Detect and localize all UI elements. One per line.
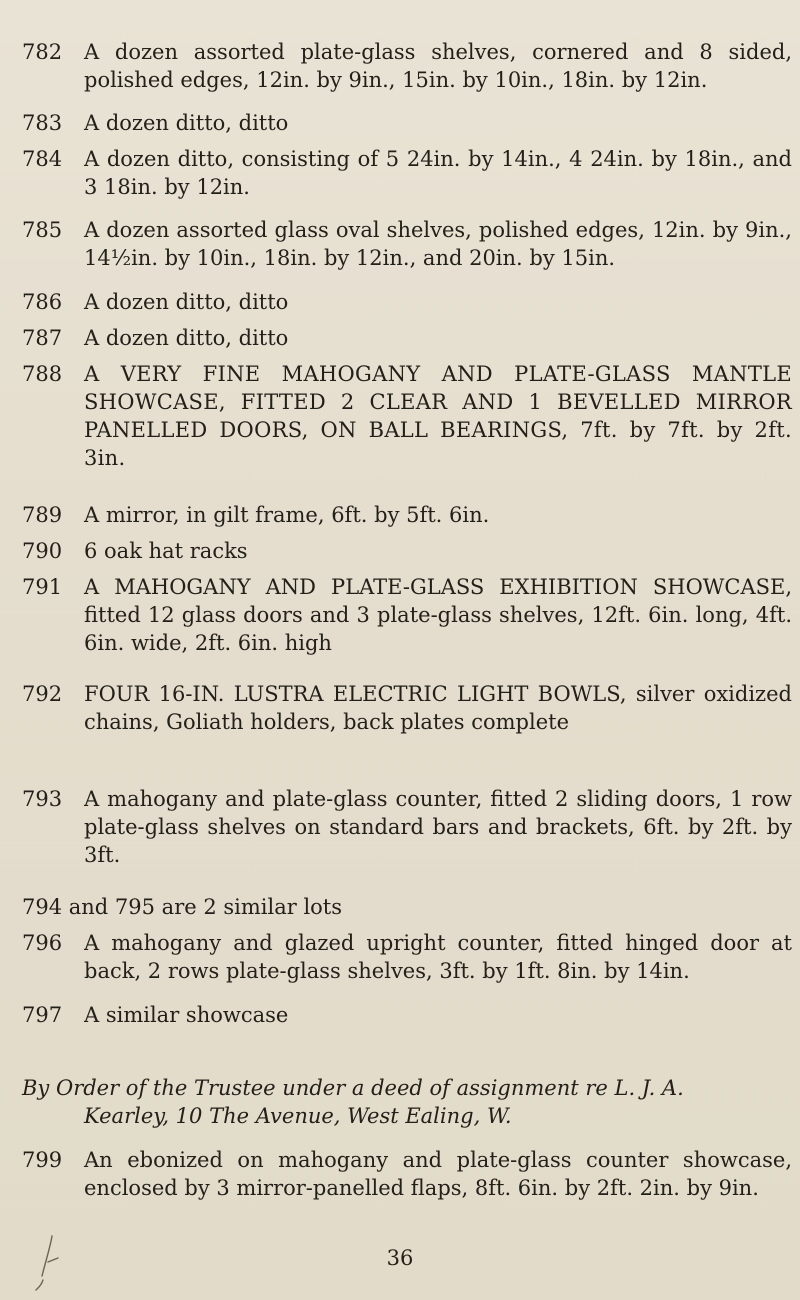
lot-number: 783 xyxy=(22,111,63,135)
lot-description: 6 oak hat racks xyxy=(84,539,248,563)
lot-entry xyxy=(22,785,792,869)
order-heading xyxy=(22,1074,792,1130)
lot-number: 790 xyxy=(22,539,63,563)
lot-entry xyxy=(22,1146,792,1202)
lot-entry xyxy=(22,288,792,316)
lot-number: 799 xyxy=(22,1148,63,1172)
lot-description: FOUR 16-IN. LUSTRA ELECTRIC LIGHT BOWLS, silver oxidized chains, Goliath holders, back plates complete xyxy=(84,682,792,734)
lot-entry xyxy=(22,501,792,529)
lot-description: A dozen ditto, ditto xyxy=(84,326,289,350)
similar-lots-note: 794 and 795 are 2 similar lots xyxy=(22,895,343,919)
lot-number: 791 xyxy=(22,575,63,599)
lot-entry xyxy=(22,573,792,657)
lot-number: 792 xyxy=(22,682,63,706)
lot-number: 797 xyxy=(22,1003,63,1027)
lot-description: A dozen ditto, ditto xyxy=(84,111,289,135)
lot-description: A dozen ditto, ditto xyxy=(84,290,289,314)
lot-entry xyxy=(22,537,792,565)
lot-entry xyxy=(22,145,792,201)
lot-entry xyxy=(22,929,792,985)
lot-description: A mirror, in gilt frame, 6ft. by 5ft. 6in. xyxy=(84,503,490,527)
lot-description: A dozen ditto, consisting of 5 24in. by 14in., 4 24in. by 18in., and 3 18in. by 12in. xyxy=(84,147,792,199)
lot-description: A dozen assorted plate-glass shelves, cornered and 8 sided, polished edges, 12in. by 9in., 15in. by 10in., 18in. by 12in. xyxy=(84,40,792,92)
lot-number: 793 xyxy=(22,787,63,811)
lot-number: 784 xyxy=(22,147,63,171)
lot-description: A mahogany and glazed upright counter, fitted hinged door at back, 2 rows plate-glass shelves, 3ft. by 1ft. 8in. by 14in. xyxy=(84,931,792,983)
lot-description: A MAHOGANY AND PLATE-GLASS EXHIBITION SHOWCASE, fitted 12 glass doors and 3 plate-glass shelves, 12ft. 6in. long, 4ft. 6in. wide, 2ft. 6in. high xyxy=(84,575,792,655)
lot-entry xyxy=(22,324,792,352)
lot-number: 789 xyxy=(22,503,63,527)
lot-entry xyxy=(22,216,792,272)
lot-number: 787 xyxy=(22,326,63,350)
lot-entry xyxy=(22,38,792,94)
lot-entry xyxy=(22,109,792,137)
lot-number: 796 xyxy=(22,931,63,955)
lot-number: 788 xyxy=(22,362,63,386)
lot-number: 785 xyxy=(22,218,63,242)
lot-description: A VERY FINE MAHOGANY AND PLATE-GLASS MANTLE SHOWCASE, FITTED 2 CLEAR AND 1 BEVELLED MIRROR PANELLED DOORS, ON BALL BEARINGS, 7ft. by 7ft. by 2ft. 3in. xyxy=(84,362,792,470)
lot-description: A mahogany and plate-glass counter, fitted 2 sliding doors, 1 row plate-glass shelves on standard bars and brackets, 6ft. by 2ft. by 3ft. xyxy=(84,787,792,867)
lot-entry xyxy=(22,680,792,736)
order-line-2: Kearley, 10 The Avenue, West Ealing, W. xyxy=(84,1104,512,1128)
lot-description: An ebonized on mahogany and plate-glass counter showcase, enclosed by 3 mirror-panelled flaps, 8ft. 6in. by 2ft. 2in. by 9in. xyxy=(84,1148,792,1200)
page-number: 36 xyxy=(386,1246,414,1270)
order-line-1: By Order of the Trustee under a deed of assignment re L. J. A. xyxy=(22,1076,684,1100)
lot-description: A similar showcase xyxy=(84,1003,289,1027)
lot-number: 782 xyxy=(22,40,63,64)
lot-description: A dozen assorted glass oval shelves, polished edges, 12in. by 9in., 14½in. by 10in., 18in. by 12in., and 20in. by 15in. xyxy=(84,218,792,270)
lot-entry xyxy=(22,1001,792,1029)
pencil-mark-icon xyxy=(32,1232,72,1292)
lot-number: 786 xyxy=(22,290,63,314)
lot-entry xyxy=(22,360,792,472)
